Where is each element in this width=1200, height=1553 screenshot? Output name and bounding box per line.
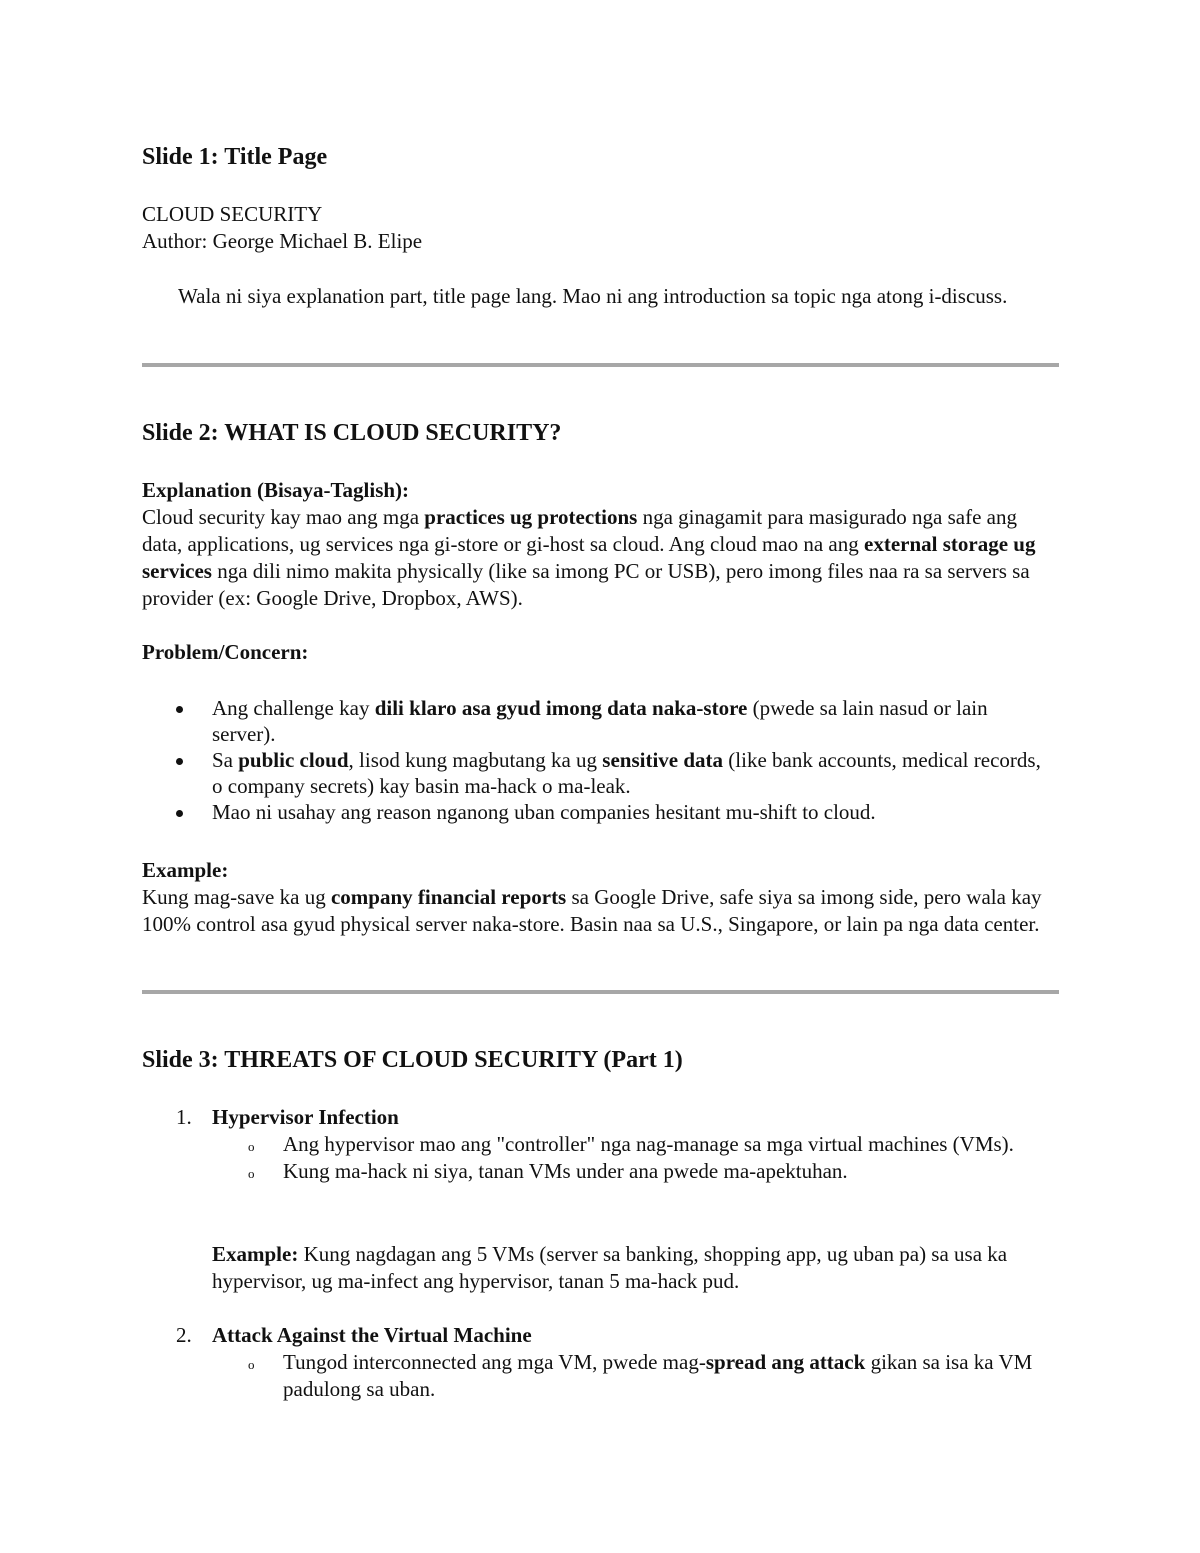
bullet-text: Ang challenge kay — [212, 696, 375, 720]
list-item — [212, 1349, 1059, 1403]
circle-bullet-icon: o — [248, 1357, 255, 1372]
bullet-icon — [176, 706, 183, 713]
example-paragraph — [142, 884, 1059, 938]
slide2-heading: Slide 2: WHAT IS CLOUD SECURITY? — [142, 420, 562, 446]
list-number: 1. — [176, 1105, 192, 1129]
slide1-heading: Slide 1: Title Page — [142, 144, 328, 170]
problem-list — [142, 695, 1059, 825]
slide1-author: Author: George Michael B. Elipe — [142, 229, 423, 253]
threat-1-example — [212, 1241, 1054, 1295]
list-item — [212, 1158, 1059, 1185]
slide1-title: CLOUD SECURITY — [142, 202, 323, 226]
slide1-note: Wala ni siya explanation part, title page lang. Mao ni ang introduction sa topic nga atong i-discuss. — [178, 284, 1008, 308]
problem-label: Problem/Concern: — [142, 640, 309, 664]
sub-bullet-text: Kung ma-hack ni siya, tanan VMs under ana pwede ma-apektuhan. — [283, 1159, 848, 1183]
bullet-text: (pwede sa lain nasud or lain server). — [212, 696, 988, 746]
list-item — [142, 799, 1052, 825]
bullet-text: Sa — [212, 748, 239, 772]
threat-title: Attack Against the Virtual Machine — [212, 1323, 532, 1347]
explanation-bold: practices ug protections — [424, 505, 638, 529]
list-item — [142, 695, 1052, 747]
bullet-text: Mao ni usahay ang reason nganong uban companies hesitant mu-shift to cloud. — [212, 800, 876, 824]
bullet-bold: public cloud — [238, 748, 349, 772]
example-text: sa Google Drive, safe siya sa imong side, pero wala kay 100% control asa gyud physical server naka-store. Basin naa sa U.S., Singapore, or lain pa nga data center. — [142, 885, 1042, 936]
list-item — [142, 747, 1052, 799]
explanation-paragraph — [142, 504, 1059, 612]
bullet-icon — [176, 758, 183, 765]
bullet-bold: sensitive data — [602, 748, 724, 772]
slide3-heading: Slide 3: THREATS OF CLOUD SECURITY (Part 1) — [142, 1047, 683, 1073]
explanation-text: nga ginagamit para masigurado nga safe ang data, applications, ug services nga gi-store or gi-host sa cloud. Ang cloud mao na ang — [142, 505, 1017, 556]
example-bold: company financial reports — [330, 885, 567, 909]
sub-bullet-text: Tungod interconnected ang mga VM, pwede mag- — [283, 1350, 706, 1374]
circle-bullet-icon: o — [248, 1166, 255, 1181]
bullet-icon — [176, 810, 183, 817]
example-label: Example: — [212, 1242, 299, 1266]
bullet-text: , lisod kung magbutang ka ug — [348, 748, 603, 772]
threat-2-sublist — [212, 1349, 1059, 1403]
section-divider — [142, 363, 1059, 367]
explanation-bold: external storage ug services — [142, 532, 1036, 583]
explanation-text: Cloud security kay mao ang mga — [142, 505, 425, 529]
sub-bullet-text: Ang hypervisor mao ang "controller" nga nag-manage sa mga virtual machines (VMs). — [283, 1132, 1014, 1156]
example-label: Example: — [142, 858, 229, 882]
example-text: Kung nagdagan ang 5 VMs (server sa banking, shopping app, ug uban pa) sa usa ka hypervisor, ug ma-infect ang hypervisor, tanan 5 ma-hack pud. — [212, 1242, 1008, 1293]
explanation-text: nga dili nimo makita physically (like sa imong PC or USB), pero imong files naa ra sa servers sa provider (ex: Google Drive, Dropbox, AWS). — [142, 559, 1030, 610]
section-divider — [142, 990, 1059, 994]
sub-bullet-bold: spread ang attack — [705, 1350, 866, 1374]
list-number: 2. — [176, 1323, 192, 1347]
example-text: Kung mag-save ka ug — [142, 885, 331, 909]
bullet-text: (like bank accounts, medical records, o company secrets) kay basin ma-hack o ma-leak. — [212, 748, 1041, 798]
sub-bullet-text: gikan sa isa ka VM padulong sa uban. — [283, 1350, 1033, 1401]
threat-title: Hypervisor Infection — [212, 1105, 399, 1129]
explanation-label: Explanation (Bisaya-Taglish): — [142, 478, 410, 502]
circle-bullet-icon: o — [248, 1139, 255, 1154]
bullet-bold: dili klaro asa gyud imong data naka-store — [374, 696, 748, 720]
list-item — [212, 1131, 1059, 1158]
threat-1-sublist — [212, 1131, 1059, 1185]
